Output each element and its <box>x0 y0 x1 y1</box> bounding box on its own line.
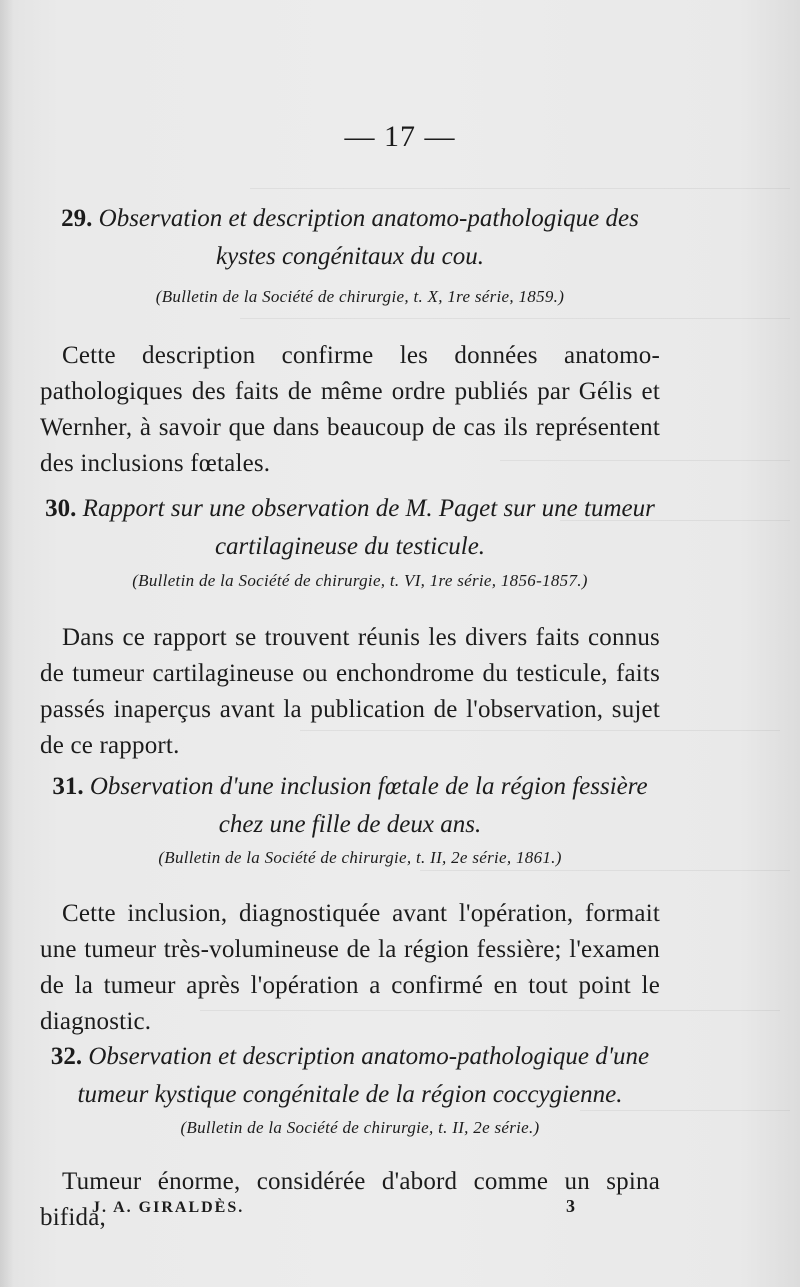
entry-32-number: 32. <box>50 1043 83 1070</box>
entry-29-reference: (Bulletin de la Société de chirurgie, t. X, 1re série, 1859.) <box>155 287 565 306</box>
signature-mark: 3 <box>566 1196 575 1216</box>
entry-29-text: Cette description confirme les données anatomo-pathologiques des faits de même ordre publiés par Gélis et Wernher, à savoir que dans beaucoup de cas ils représentent des inclusions fœtales. <box>40 342 660 477</box>
page-number-header: — 17 — <box>344 120 456 153</box>
entry-32-reference: (Bulletin de la Société de chirurgie, t. II, 2e série.) <box>180 1118 540 1137</box>
entry-31-text: Cette inclusion, diagnostiquée avant l'opération, formait une tumeur très-volumineuse de la région fessière; l'examen de la tumeur après l'opération a confirmé en tout point le diagnostic. <box>40 900 660 1035</box>
entry-30-number: 30. <box>45 495 77 522</box>
entry-32-title-block <box>40 1038 660 1114</box>
author-signature: J. A. GIRALDÈS. <box>92 1199 245 1216</box>
entry-29-title: Observation et description anatomo-pathologique des kystes congénitaux du cou. <box>98 205 639 270</box>
entry-30-reference: (Bulletin de la Société de chirurgie, t. VI, 1re série, 1856-1857.) <box>132 571 588 590</box>
entry-32-title: Observation et description anatomo-pathologique d'une tumeur kystique congénitale de la région coccygienne. <box>77 1043 650 1108</box>
entry-29-number: 29. <box>61 205 93 232</box>
entry-30-title-block <box>40 490 660 566</box>
entry-31-reference: (Bulletin de la Société de chirurgie, t. II, 2e série, 1861.) <box>158 848 562 867</box>
entry-32-text: Tumeur énorme, considérée d'abord comme un spina bifida, <box>40 1168 660 1231</box>
entry-29-title-block <box>40 200 660 276</box>
entry-30-text: Dans ce rapport se trouvent réunis les divers faits connus de tumeur cartilagineuse ou enchondrome du testicule, faits passés inaperçus avant la publication de l'observation, sujet de ce rapport. <box>40 624 660 759</box>
entry-30-title: Rapport sur une observation de M. Paget sur une tumeur cartilagineuse du testicule. <box>82 495 655 560</box>
entry-31-number: 31. <box>52 773 84 800</box>
entry-31-title: Observation d'une inclusion fœtale de la région fessière chez une fille de deux ans. <box>89 773 648 838</box>
entry-31-title-block <box>40 768 660 844</box>
